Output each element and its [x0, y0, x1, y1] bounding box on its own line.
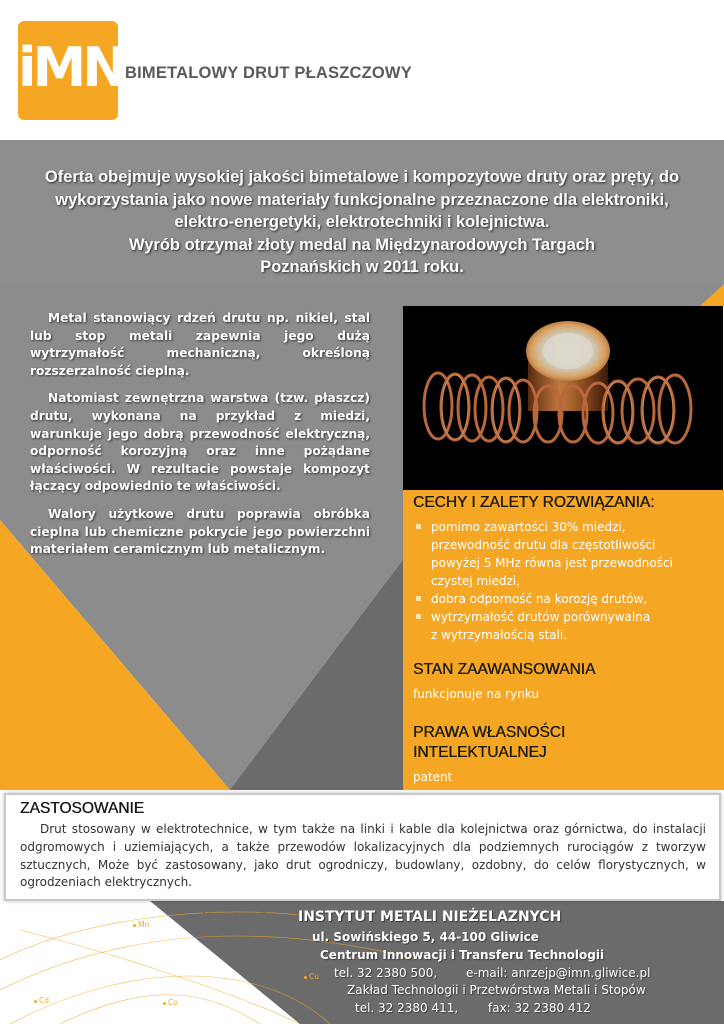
plant-name: Zakład Technologii i Przetwórstwa Metali i Stopów: [347, 983, 646, 997]
bullet-icon: [416, 614, 421, 619]
page-title: BIMETALOWY DRUT PŁASZCZOWY: [125, 64, 412, 82]
status-heading: STAN ZAAWANSOWANIA: [413, 661, 596, 678]
bullet-icon: [416, 596, 421, 601]
logo-text: iMN: [18, 36, 124, 99]
ip-heading-line2: INTELEKTUALNEJ: [413, 744, 547, 761]
bullet-icon: [416, 524, 421, 529]
features-panel: [403, 490, 724, 790]
ip-heading-line1: PRAWA WŁASNOŚCI: [413, 724, 566, 741]
description-paragraph: Walory użytkowe drutu poprawia obróbka cieplna lub chemiczne pokrycie jego powierzchni materiałem ceramicznym lub metalicznym.: [30, 506, 370, 557]
list-item: [413, 518, 713, 590]
element-label: Co: [163, 998, 178, 1007]
centre-email[interactable]: e-mail: anrzejp@imn.gliwice.pl: [466, 966, 651, 980]
dot-icon: [34, 1000, 37, 1003]
description: [30, 310, 370, 569]
offer-line: Wyrób otrzymał złoty medal na Międzynarodowych Targach: [128, 235, 596, 254]
status-value: funkcjonuje na rynku: [413, 687, 539, 701]
centre-phone: tel. 32 2380 500,: [334, 966, 438, 980]
address: ul. Sowińskiego 5, 44-100 Gliwice: [312, 930, 539, 944]
application-box: [4, 793, 721, 901]
wire-coils-image: [403, 306, 723, 490]
ip-value: patent: [413, 770, 453, 784]
feature-text: dobra odporność na korozję drutów,: [431, 592, 648, 606]
element-label: Cd: [34, 996, 49, 1005]
centre-name: Centrum Innowacji i Transferu Technologii: [320, 948, 605, 962]
description-paragraph: Metal stanowiący rdzeń drutu np. nikiel, stal lub stop metali zapewnia jego dużą wytrzymałość mechaniczną, określoną rozszerzalność cieplną.: [30, 311, 370, 378]
feature-text: wytrzymałość drutów porównywalna z wytrzymałością stali.: [431, 610, 651, 642]
dot-icon: [304, 976, 307, 979]
element-label: Cu: [304, 972, 319, 981]
product-photo: [403, 306, 723, 490]
element-label: Mn: [133, 920, 149, 929]
list-item: [413, 590, 713, 608]
dot-icon: [163, 1002, 166, 1005]
contact-label: KONTAKT: [202, 910, 267, 925]
offer-line: elektro-energetyki, elektrotechniki i kolejnictwa.: [174, 213, 550, 231]
features-heading: CECHY I ZALETY ROZWIĄZANIA:: [413, 494, 655, 511]
plant-phone: tel. 32 2380 411,: [355, 1001, 459, 1015]
dot-icon: [133, 924, 136, 927]
application-text: Drut stosowany w elektrotechnice, w tym także na linki i kable dla kolejnictwa oraz górnictwa, do instalacji odgromowych i uziemiających, a także przewodów lokalizacyjnych dla podziemnych rurociągów z tworzyw sztucznych, Może być zastosowany, jako drut ogrodniczy, budowlany, ozdobny, do celów florystycznych, w ogrodzeniach elektrycznych.: [20, 822, 706, 890]
offer-line: Oferta obejmuje wysokiej jakości bimetalowe i kompozytowe druty oraz pręty, do: [44, 168, 680, 186]
plant-fax: fax: 32 2380 412: [488, 1001, 591, 1015]
description-paragraph: Natomiast zewnętrzna warstwa (tzw. płaszcz) drutu, wykonana na przykład z miedzi, warunkuje jego dobrą przewodność elektryczną, odporność korozyjną oraz inne pożądane właściwości. W rezultacie powstaje kompozyt łączący odpowiednio te właściwości.: [30, 391, 370, 494]
institute-name: INSTYTUT METALI NIEŻELAZNYCH: [298, 909, 562, 925]
offer-line: wykorzystania jako nowe materiały funkcjonalne przeznaczone dla elektroniki,: [55, 190, 669, 209]
imn-logo: [18, 21, 124, 120]
feature-text: pomimo zawartości 30% miedzi, przewodność drutu dla częstotliwości powyżej 5 MHz równa jest przewodności czystej miedzi,: [431, 520, 673, 588]
list-item: [413, 608, 713, 644]
application-heading: ZASTOSOWANIE: [20, 800, 145, 817]
offer-line: Poznańskich w 2011 roku.: [260, 258, 464, 276]
features-list: [413, 518, 713, 644]
offer-text: [22, 166, 702, 279]
